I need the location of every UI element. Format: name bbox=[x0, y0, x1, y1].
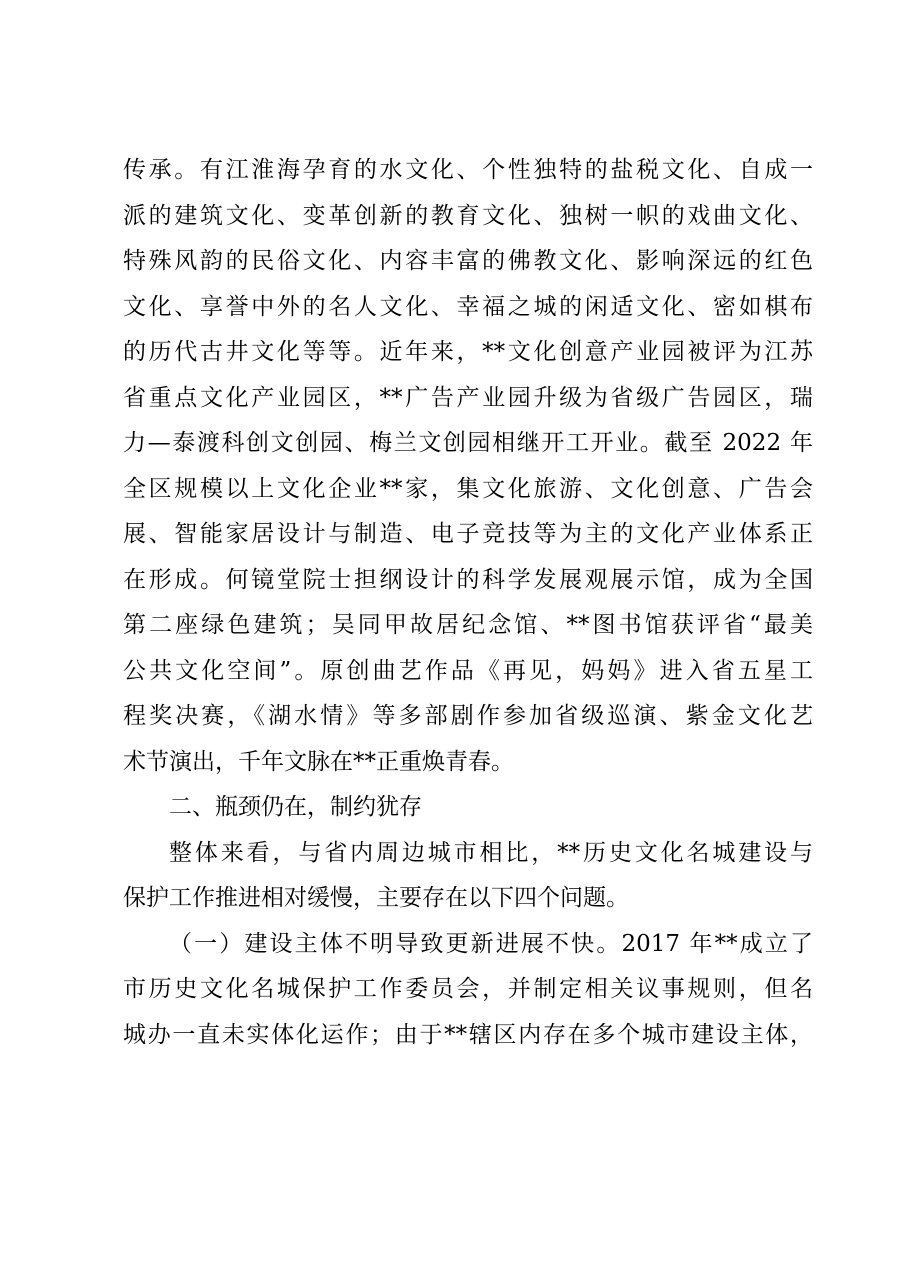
text-line: 派的建筑文化、变革创新的教育文化、独树一帜的戏曲文化、 bbox=[123, 202, 813, 229]
text-line: 市历史文化名城保护工作委员会，并制定相关议事规则，但名 bbox=[123, 976, 813, 1002]
text-line: 力—泰渡科创文创园、梅兰文创园相继开工开业。截至 2022 年 bbox=[123, 430, 813, 456]
text-line: 整体来看，与省内周边城市相比，**历史文化名城建设与 bbox=[169, 839, 813, 866]
text-line: 术节演出，千年文脉在**正重焕青春。 bbox=[123, 748, 514, 775]
section-heading bbox=[123, 785, 813, 831]
paragraph-overview bbox=[123, 831, 813, 922]
text-line: 特殊风韵的民俗文化、内容丰富的佛教文化、影响深远的红色 bbox=[123, 248, 813, 274]
paragraph-culture-heritage bbox=[123, 148, 813, 785]
text-line: 在形成。何镜堂院士担纲设计的科学发展观展示馆，成为全国 bbox=[123, 566, 813, 593]
paragraph-issue-one bbox=[123, 922, 813, 1059]
text-line: 程奖决赛，《湖水情》等多部剧作参加省级巡演、紫金文化艺 bbox=[123, 703, 813, 729]
text-line: 展、智能家居设计与制造、电子竞技等为主的文化产业体系正 bbox=[123, 521, 813, 547]
text-line: 城办一直未实体化运作；由于**辖区内存在多个城市建设主体， bbox=[123, 1021, 813, 1048]
document-body bbox=[123, 148, 813, 1058]
text-line: 传承。有江淮海孕育的水文化、个性独特的盐税文化、自成一 bbox=[123, 157, 813, 183]
text-line: 省重点文化产业园区，**广告产业园升级为省级广告园区，瑞 bbox=[123, 384, 813, 411]
text-line: （一）建设主体不明导致更新进展不快。2017 年**成立了 bbox=[169, 930, 813, 957]
text-line: 的历代古井文化等等。近年来，**文化创意产业园被评为江苏 bbox=[123, 339, 813, 365]
heading-bottleneck: 二、瓶颈仍在，制约犹存 bbox=[169, 794, 422, 820]
text-line: 第二座绿色建筑；吴同甲故居纪念馆、**图书馆获评省“最美 bbox=[123, 612, 813, 638]
text-line: 保护工作推进相对缓慢，主要存在以下四个问题。 bbox=[123, 885, 629, 911]
text-line: 全区规模以上文化企业**家，集文化旅游、文化创意、广告会 bbox=[123, 475, 813, 502]
text-line: 公共文化空间”。原创曲艺作品《再见，妈妈》进入省五星工 bbox=[123, 657, 813, 684]
text-line: 文化、享誉中外的名人文化、幸福之城的闲适文化、密如棋布 bbox=[123, 293, 813, 320]
